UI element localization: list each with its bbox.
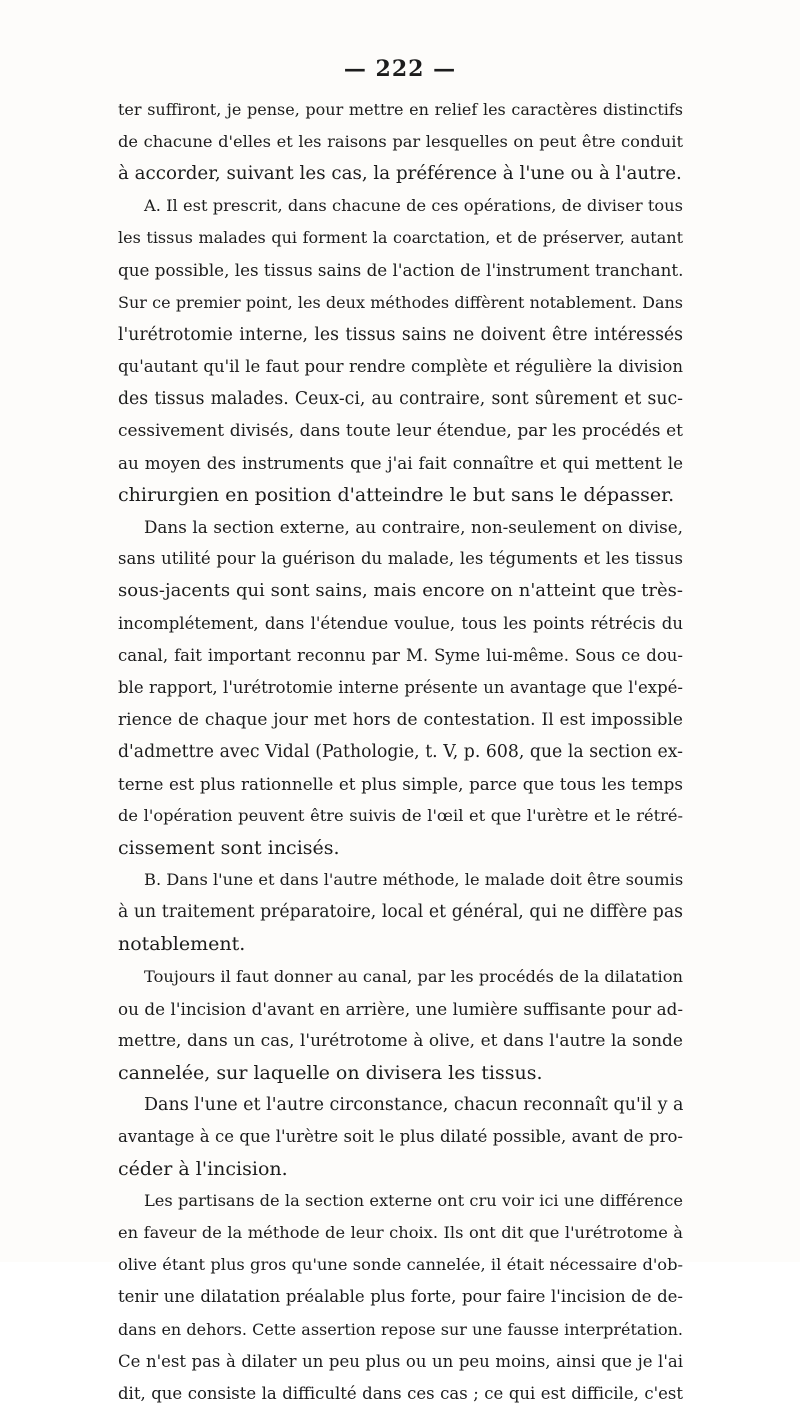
text-line: A. Il est prescrit, dans chacune de ces opérations, de diviser tous [144,196,683,216]
page-number: — 222 — [343,56,457,82]
text-line: à accorder, suivant les cas, la préférence à l'une ou à l'autre. [118,163,682,185]
text-line: cissement sont incisés. [118,837,340,860]
text-line: l'urétrotomie interne, les tissus sains ne doivent être intéressés [118,324,683,345]
text-line: dans en dehors. Cette assertion repose sur une fausse interprétation. [118,1319,683,1339]
text-line: sans utilité pour la guérison du malade, les téguments et les tissus [118,549,683,569]
text-line: rience de chaque jour met hors de contestation. Il est impossible [118,709,683,730]
text-line: des tissus malades. Ceux-ci, au contraire, sont sûrement et suc- [118,388,683,409]
text-line: que possible, les tissus sains de l'action de l'instrument tranchant. [118,260,683,281]
text-line: au moyen des instruments que j'ai fait connaître et qui mettent le [118,453,683,474]
text-line: qu'autant qu'il le faut pour rendre complète et régulière la division [118,356,683,376]
text-line: Sur ce premier point, les deux méthodes diffèrent notablement. Dans [118,292,683,312]
text-line: Toujours il faut donner au canal, par les procédés de la dilatation [144,966,683,986]
text-line: d'admettre avec Vidal (Pathologie, t. V, p. 608, que la section ex- [118,741,683,762]
text-line: Les partisans de la section externe ont cru voir ici une différence [144,1191,683,1211]
text-line: incomplétement, dans l'étendue voulue, tous les points rétrécis du [118,613,683,633]
text-line: à un traitement préparatoire, local et général, qui ne diffère pas [118,902,683,923]
text-line: avantage à ce que l'urètre soit le plus dilaté possible, avant de pro- [118,1127,683,1146]
text-line: ble rapport, l'urétrotomie interne présente un avantage que l'expé- [118,677,683,697]
text-line: céder à l'incision. [118,1158,288,1181]
text-line: en faveur de la méthode de leur choix. Ils ont dit que l'urétrotome à [118,1223,683,1243]
text-line: canal, fait important reconnu par M. Syme lui-même. Sous ce dou- [118,645,683,665]
text-line: dit, que consiste la difficulté dans ces cas ; ce qui est difficile, c'est [118,1383,683,1403]
text-line: de chacune d'elles et les raisons par lesquelles on peut être conduit [118,132,683,152]
text-line: terne est plus rationnelle et plus simple, parce que tous les temps [118,773,683,794]
text-line: mettre, dans un cas, l'urétrotome à olive, et dans l'autre la sonde [118,1030,683,1051]
text-line: B. Dans l'une et dans l'autre méthode, le malade doit être soumis [144,870,683,890]
text-line: de l'opération peuvent être suivis de l'œil et que l'urètre et le rétré- [118,806,683,826]
text-line: chirurgien en position d'atteindre le but sans le dépasser. [118,484,675,507]
text-line: cessivement divisés, dans toute leur étendue, par les procédés et [118,420,683,441]
text-line: tenir une dilatation préalable plus forte, pour faire l'incision de de- [118,1287,683,1307]
text-line: les tissus malades qui forment la coarctation, et de préserver, autant [118,228,683,248]
text-line: Ce n'est pas à dilater un peu plus ou un peu moins, ainsi que je l'ai [118,1351,683,1371]
body-text [118,94,683,1410]
text-line: cannelée, sur laquelle on divisera les tissus. [118,1061,543,1084]
text-line: notablement. [118,933,246,956]
text-line: ter suffiront, je pense, pour mettre en relief les caractères distinctifs [118,100,683,119]
text-line: sous-jacents qui sont sains, mais encore on n'atteint que très- [118,580,683,602]
text-line: olive étant plus gros qu'une sonde cannelée, il était nécessaire d'ob- [118,1255,683,1275]
text-line: Dans l'une et l'autre circonstance, chacun reconnaît qu'il y a [144,1094,683,1115]
text-line: ou de l'incision d'avant en arrière, une lumière suffisante pour ad- [118,998,683,1019]
text-line: Dans la section externe, au contraire, non-seulement on divise, [144,517,683,538]
